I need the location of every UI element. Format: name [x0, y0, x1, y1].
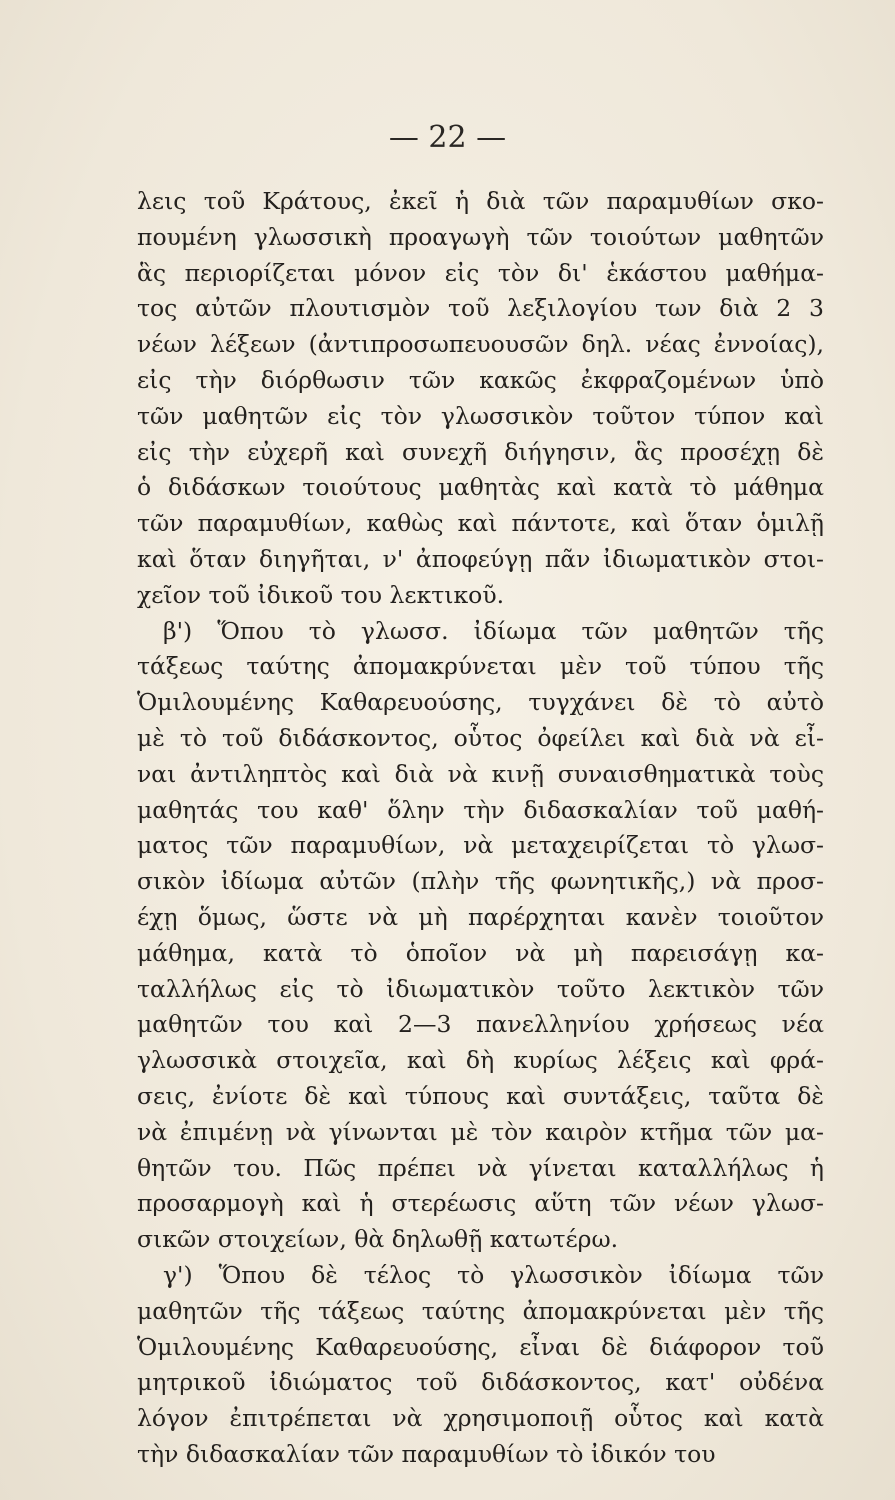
text-line: β') Ὅπου τὸ γλωσσ. ἰδίωμα τῶν μαθητῶν τῆς — [163, 616, 824, 645]
text-line: καὶ ὅταν διηγῆται, ν' ἀποφεύγῃ πᾶν ἰδιωματικὸν στοι- — [137, 544, 824, 573]
text-line: μαθητάς του καθ' ὅλην τὴν διδασκαλίαν τοῦ μαθή- — [137, 795, 824, 824]
text-line: γλωσσικὰ στοιχεῖα, καὶ δὴ κυρίως λέξεις καὶ φρά- — [137, 1046, 824, 1075]
text-line: εἰς τὴν εὐχερῆ καὶ συνεχῆ διήγησιν, ἃς προσέχῃ δὲ — [137, 437, 824, 466]
text-line: εἰς τὴν διόρθωσιν τῶν κακῶς ἐκφραζομένων ὑπὸ — [137, 365, 824, 394]
text-line: ὁ διδάσκων τοιούτους μαθητὰς καὶ κατὰ τὸ μάθημα — [137, 473, 824, 502]
text-line: μάθημα, κατὰ τὸ ὁποῖον νὰ μὴ παρεισάγῃ κα- — [137, 938, 824, 967]
text-line: ματος τῶν παραμυθίων, νὰ μεταχειρίζεται τὸ γλωσ- — [137, 831, 824, 860]
text-line: σεις, ἐνίοτε δὲ καὶ τύπους καὶ συντάξεις, ταῦτα δὲ — [137, 1081, 824, 1110]
text-line: νὰ ἐπιμένῃ νὰ γίνωνται μὲ τὸν καιρὸν κτῆμα τῶν μα- — [137, 1117, 824, 1146]
text-line: τῶν παραμυθίων, καθὼς καὶ πάντοτε, καὶ ὅταν ὁμιλῇ — [137, 509, 824, 538]
text-line: έχῃ ὅμως, ὥστε νὰ μὴ παρέρχηται κανὲν τοιοῦτον — [137, 902, 824, 931]
text-line: νέων λέξεων (ἀντιπροσωπευουσῶν δηλ. νέας ἐννοίας), — [137, 330, 824, 359]
text-line: μαθητῶν τῆς τάξεως ταύτης ἀπομακρύνεται μὲν τῆς — [137, 1296, 824, 1325]
body-text — [137, 184, 824, 1473]
text-line: χεῖον τοῦ ἰδικοῦ του λεκτικοῦ. — [137, 580, 505, 609]
text-line: σικὸν ἰδίωμα αὐτῶν (πλὴν τῆς φωνητικῆς,) νὰ προσ- — [137, 867, 824, 896]
text-line: τάξεως ταύτης ἀπομακρύνεται μὲν τοῦ τύπου τῆς — [137, 652, 824, 681]
text-line: τὴν διδασκαλίαν τῶν παραμυθίων τὸ ἰδικόν του — [137, 1439, 716, 1468]
text-line: πουμένη γλωσσικὴ προαγωγὴ τῶν τοιούτων μαθητῶν — [137, 222, 824, 251]
text-line: προσαρμογὴ καὶ ἡ στερέωσις αὕτη τῶν νέων γλωσ- — [137, 1189, 824, 1218]
text-line: Ὁμιλουμένης Καθαρευούσης, εἶναι δὲ διάφορον τοῦ — [137, 1332, 824, 1361]
text-line: μητρικοῦ ἰδιώματος τοῦ διδάσκοντος, κατ' οὐδένα — [137, 1368, 824, 1397]
text-line: λόγον ἐπιτρέπεται νὰ χρησιμοποιῇ οὗτος καὶ κατὰ — [137, 1404, 824, 1433]
text-line: ταλλήλως εἰς τὸ ἰδιωματικὸν τοῦτο λεκτικὸν τῶν — [137, 974, 824, 1003]
text-line: μαθητῶν του καὶ 2—3 πανελληνίου χρήσεως νέα — [137, 1010, 824, 1039]
text-line: σικῶν στοιχείων, θὰ δηλωθῇ κατωτέρω. — [137, 1225, 619, 1254]
text-line: τῶν μαθητῶν εἰς τὸν γλωσσικὸν τοῦτον τύπον καὶ — [137, 401, 824, 430]
text-line: ἃς περιορίζεται μόνον εἰς τὸν δι' ἑκάστου μαθήμα- — [137, 258, 824, 287]
text-line: λεις τοῦ Κράτους, ἐκεῖ ἡ διὰ τῶν παραμυθίων σκο- — [137, 187, 824, 215]
text-line: τος αὐτῶν πλουτισμὸν τοῦ λεξιλογίου των διὰ 2 3 — [137, 294, 824, 323]
text-line: θητῶν του. Πῶς πρέπει νὰ γίνεται καταλλήλως ἡ — [137, 1153, 824, 1182]
text-line: μὲ τὸ τοῦ διδάσκοντος, οὗτος ὀφείλει καὶ διὰ νὰ εἶ- — [137, 723, 824, 752]
text-line: γ') Ὅπου δὲ τέλος τὸ γλωσσικὸν ἰδίωμα τῶν — [163, 1260, 824, 1289]
page-number: — 22 — — [388, 120, 507, 155]
text-line: ναι ἀντιληπτὸς καὶ διὰ νὰ κινῇ συναισθηματικὰ τοὺς — [137, 759, 824, 788]
text-line: Ὁμιλουμένης Καθαρευούσης, τυγχάνει δὲ τὸ αὐτὸ — [137, 688, 824, 717]
